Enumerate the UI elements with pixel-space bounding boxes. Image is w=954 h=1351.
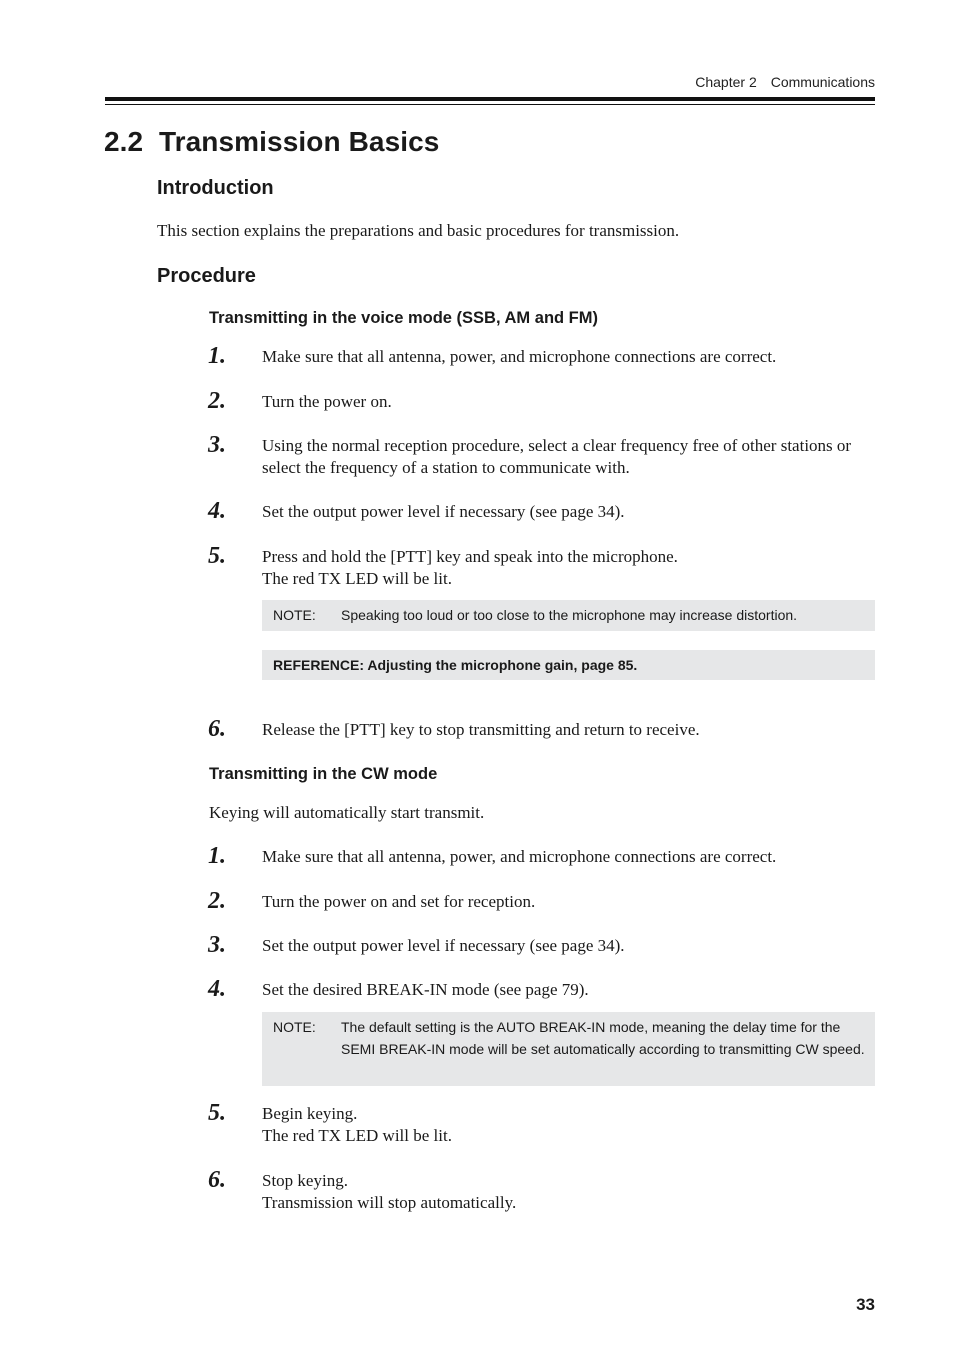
step-text [262,1103,875,1147]
note-label: NOTE: [273,607,316,623]
note-label: NOTE: [273,1019,316,1035]
step-number: 5. [208,1100,226,1126]
voice-mode-heading: Transmitting in the voice mode (SSB, AM and FM) [209,309,598,327]
step-line-2: The red TX LED will be lit. [262,569,452,588]
procedure-heading: Procedure [157,265,256,287]
step-text: Release the [PTT] key to stop transmitting and return to receive. [262,720,700,739]
note-text: Speaking too loud or too close to the microphone may increase distortion. [341,607,798,623]
note-text: The default setting is the AUTO BREAK-IN mode, meaning the delay time for the SEMI BREAK-IN mode will be set automatically according to transmitting CW speed. [341,1019,865,1057]
section-title: 2.2 Transmission Basics [104,126,440,157]
step-line-2: The red TX LED will be lit. [262,1126,452,1145]
step-text: Turn the power on and set for reception. [262,892,536,911]
step-line-1: Stop keying. [262,1171,348,1190]
header-rule-thin [105,104,875,105]
step-text: Turn the power on. [262,392,392,411]
intro-text: This section explains the preparations and basic procedures for transmission. [157,221,680,240]
step-number: 1. [208,343,226,369]
step-number: 2. [208,888,226,914]
step-number: 3. [208,932,226,958]
step-number: 5. [208,543,226,569]
page-number: 33 [856,1295,875,1314]
step-text: Set the output power level if necessary (see page 34). [262,502,625,521]
intro-heading: Introduction [157,177,274,199]
step-text [262,1170,875,1214]
step-number: 4. [208,976,226,1002]
step-number: 2. [208,388,226,414]
reference-box: REFERENCE: Adjusting the microphone gain, page 85. [262,650,875,680]
step-line-1: Press and hold the [PTT] key and speak into the microphone. [262,547,678,566]
step-number: 4. [208,498,226,524]
step-line-2: Transmission will stop automatically. [262,1193,517,1212]
header-rule-thick [105,97,875,101]
step-text [262,546,875,590]
cw-mode-heading: Transmitting in the CW mode [209,765,438,783]
cw-note-box [262,1012,875,1086]
chapter-title: Communications [770,74,875,90]
step-text: Set the desired BREAK-IN mode (see page 79). [262,980,589,999]
step-number: 6. [208,716,226,742]
running-header [695,74,875,90]
cw-intro-text: Keying will automatically start transmit. [209,803,485,822]
step-text: Set the output power level if necessary (see page 34). [262,936,625,955]
step-number: 1. [208,843,226,869]
chapter-label: Chapter 2 [695,74,757,90]
step-number: 6. [208,1167,226,1193]
voice-note-box [262,600,875,631]
step-text: Make sure that all antenna, power, and microphone connections are correct. [262,347,777,366]
step-line-1: Begin keying. [262,1104,358,1123]
step-text: Using the normal reception procedure, select a clear frequency free of other stations or select the frequency of a station to communicate with. [262,436,852,477]
step-number: 3. [208,432,226,458]
step-text: Make sure that all antenna, power, and microphone connections are correct. [262,847,777,866]
